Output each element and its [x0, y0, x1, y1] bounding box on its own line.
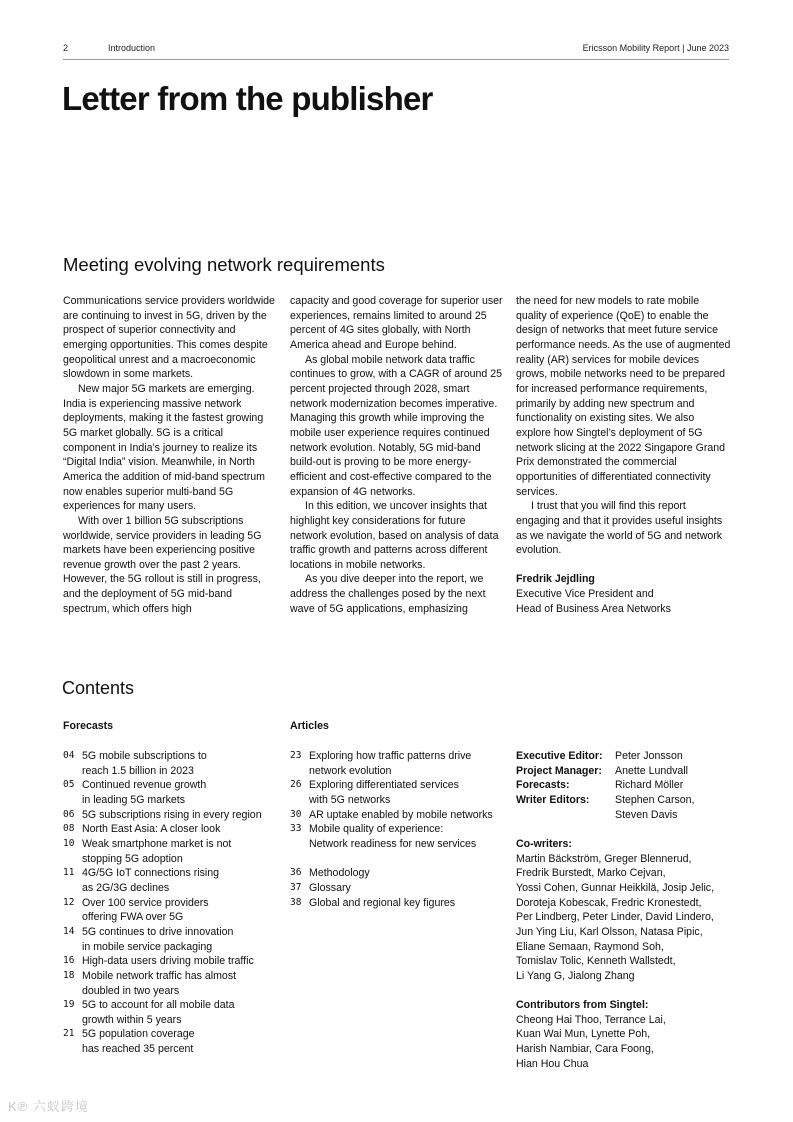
articles-list: [290, 749, 505, 910]
toc-page-number: 12: [63, 896, 75, 908]
toc-entry-title: 5G mobile subscriptions to reach 1.5 billion in 2023: [82, 750, 207, 777]
cowriter-line: Yossi Cohen, Gunnar Heikkilä, Josip Jelic,: [516, 881, 715, 894]
toc-entry-title: Continued revenue growth in leading 5G markets: [82, 779, 207, 806]
toc-entry[interactable]: [63, 1027, 278, 1056]
articles-heading: Articles: [290, 720, 329, 732]
toc-entry-title: Weak smartphone market is not stopping 5G adoption: [82, 837, 232, 865]
toc-page-number: 05: [63, 779, 75, 791]
cowriter-line: Jun Ying Liu, Karl Olsson, Natasa Pipic,: [516, 925, 703, 938]
credits-block: [516, 749, 731, 1071]
toc-page-number: 36: [290, 867, 302, 879]
credit-row: [516, 749, 731, 764]
cowriters-heading: Co-writers:: [516, 837, 572, 850]
toc-entry-title: Mobile quality of experience: Network readiness for new services: [309, 823, 477, 850]
toc-entry[interactable]: [63, 837, 278, 866]
toc-entry-title: 5G subscriptions rising in every region: [82, 808, 262, 821]
toc-entry-title: High-data users driving mobile traffic: [82, 955, 254, 968]
credit-name: Anette Lundvall: [615, 764, 689, 777]
credit-row: [516, 793, 731, 808]
toc-page-number: 30: [290, 808, 302, 820]
credit-name: Stephen Carson,: [615, 793, 695, 806]
credit-roles: [516, 749, 731, 822]
toc-page-number: 16: [63, 955, 75, 967]
letter-paragraph: With over 1 billion 5G subscriptions worldwide, service providers in leading 5G markets have been experiencing positive revenue growth over the past 2 years. However, the 5G rollout is still in progress, and the deployment of 5G mid-band spectrum, which offers high: [63, 514, 262, 615]
letter-paragraph: the need for new models to rate mobile quality of experience (QoE) to enable the design of networks that meet future service performance needs. As the use of augmented reality (AR) services for mobile devices grows, mobile networks need to be prepared for increased performance requirements, primarily by adding new spectrum and functionality on existing sites. We also explore how Singtel’s deployment of 5G network slicing at the 2022 Singapore Grand Prix demonstrated the commercial opportunities of differentiated connectivity services.: [516, 295, 731, 498]
credit-role: Project Manager:: [516, 764, 602, 777]
contributors-heading: Contributors from Singtel:: [516, 999, 649, 1012]
credit-row: [516, 808, 731, 823]
letter-paragraph: capacity and good coverage for superior user experiences, remains limited to around 25 percent of 4G sites globally, with North America ahead and Europe behind.: [290, 295, 503, 351]
toc-entry[interactable]: [290, 896, 505, 911]
toc-entry-title: Exploring differentiated services with 5G networks: [309, 779, 459, 806]
toc-page-number: 19: [63, 999, 75, 1011]
report-name: Ericsson Mobility Report | June 2023: [582, 43, 729, 53]
toc-entry[interactable]: [63, 749, 278, 778]
page-number: 2: [63, 43, 69, 53]
letter-column-2: [290, 294, 505, 616]
toc-entry[interactable]: [290, 866, 505, 881]
toc-entry-title: AR uptake enabled by mobile networks: [309, 808, 493, 821]
toc-page-number: 10: [63, 837, 75, 849]
signature-block: [516, 572, 731, 616]
page-title: Letter from the publisher: [62, 80, 433, 117]
credit-name: Steven Davis: [615, 808, 678, 821]
toc-entry-title: Global and regional key figures: [309, 896, 456, 909]
header-rule: [63, 59, 729, 60]
credit-row: [516, 764, 731, 779]
letter-paragraph: New major 5G markets are emerging. India is experiencing massive network deployments, making it the fastest growing 5G market globally. 5G is a critical component in India’s journey to realize its “Digital India” vision. Meanwhile, in North America the addition of mid-band spectrum now enables superior multi-band 5G experiences for many users.: [63, 382, 265, 513]
toc-entry[interactable]: [290, 778, 505, 807]
toc-entry[interactable]: [290, 808, 505, 823]
toc-page-number: 11: [63, 867, 75, 879]
letter-paragraph: In this edition, we uncover insights that highlight key considerations for future network evolution, based on analysis of data traffic growth and patterns across different locations in mobile networks.: [290, 500, 499, 571]
credit-name: Peter Jonsson: [615, 750, 683, 762]
contributor-line: Kuan Wai Mun, Lynette Poh,: [516, 1028, 651, 1041]
credit-name: Richard Möller: [615, 779, 684, 792]
toc-page-number: 18: [63, 969, 75, 981]
toc-page-number: 23: [290, 750, 302, 761]
contributors-list: [516, 1013, 731, 1072]
toc-entry[interactable]: [63, 822, 278, 837]
toc-entry[interactable]: [63, 866, 278, 895]
letter-subtitle: Meeting evolving network requirements: [63, 254, 385, 275]
toc-entry[interactable]: [63, 808, 278, 823]
section-name: Introduction: [108, 43, 156, 53]
credit-role: Writer Editors:: [516, 793, 590, 806]
letter-paragraph: I trust that you will find this report engaging and that it provides useful insights as we navigate the world of 5G and network evolution.: [516, 500, 723, 557]
cowriter-line: Tomislav Tolic, Kenneth Wallstedt,: [516, 955, 676, 968]
toc-entry[interactable]: [63, 925, 278, 954]
credit-role: Forecasts:: [516, 779, 570, 792]
forecasts-heading: Forecasts: [63, 720, 114, 732]
contributor-line: Cheong Hai Thoo, Terrance Lai,: [516, 1013, 666, 1026]
toc-entry[interactable]: [63, 969, 278, 998]
toc-entry-title: Mobile network traffic has almost doubled in two years: [82, 969, 237, 997]
signature-title: Head of Business Area Networks: [516, 602, 671, 615]
toc-entry[interactable]: [63, 778, 278, 807]
toc-page-number: 33: [290, 823, 302, 835]
credit-row: [516, 778, 731, 793]
toc-entry-title: Over 100 service providers offering FWA over 5G: [82, 896, 209, 924]
toc-entry-title: 5G population coverage has reached 35 percent: [82, 1028, 195, 1056]
cowriter-line: Per Lindberg, Peter Linder, David Lindero,: [516, 911, 714, 924]
forecasts-list: [63, 749, 278, 1057]
cowriter-line: Martin Bäckström, Greger Blennerud,: [516, 852, 692, 865]
toc-entry-title: Exploring how traffic patterns drive network evolution: [309, 750, 472, 777]
toc-entry[interactable]: [63, 896, 278, 925]
credit-role: Executive Editor:: [516, 750, 603, 762]
toc-entry-title: 5G to account for all mobile data growth within 5 years: [82, 999, 235, 1026]
letter-paragraph: As you dive deeper into the report, we address the challenges posed by the next wave of 5G applications, emphasizing: [290, 573, 486, 615]
letter-paragraph: As global mobile network data traffic continues to grow, with a CAGR of around 25 percent projected through 2028, smart network modernization becomes imperative. Managing this growth while improving the mobile user experience requires continued network evolution. Notably, 5G mid-band build-out is proving to be more energy-efficient and cost-effective compared to the expansion of 4G networks.: [290, 353, 502, 498]
cowriter-line: Fredrik Burstedt, Marko Cejvan,: [516, 867, 666, 880]
toc-entry[interactable]: [290, 749, 505, 778]
toc-entry[interactable]: [290, 822, 505, 851]
toc-entry-title: North East Asia: A closer look: [82, 823, 221, 836]
toc-entry[interactable]: [290, 881, 505, 896]
toc-page-number: 06: [63, 808, 75, 820]
cowriter-line: Li Yang G, Jialong Zhang: [516, 969, 635, 982]
letter-paragraph: Communications service providers worldwide are continuing to invest in 5G, driven by the prospect of superior connectivity and emerging opportunities. This comes despite geopolitical unrest and a macroeconomic slowdown in some markets.: [63, 295, 275, 381]
toc-page-number: 37: [290, 881, 302, 893]
cowriter-line: Eliane Semaan, Raymond Soh,: [516, 940, 664, 953]
toc-entry-title: Glossary: [309, 881, 351, 894]
contributor-line: Hian Hou Chua: [516, 1057, 589, 1070]
toc-entry-title: Methodology: [309, 867, 370, 880]
toc-page-number: 26: [290, 779, 302, 791]
signature-title: Executive Vice President and: [516, 588, 654, 601]
cowriter-line: Doroteja Kobescak, Fredric Kronestedt,: [516, 896, 702, 909]
contents-heading: Contents: [62, 678, 135, 698]
credit-role: [516, 808, 615, 823]
toc-entry-title: 5G continues to drive innovation in mobile service packaging: [82, 925, 234, 953]
cowriters-list: [516, 852, 731, 984]
contributor-line: Harish Nambiar, Cara Foong,: [516, 1043, 654, 1056]
toc-page-number: 38: [290, 896, 302, 908]
letter-column-1: [63, 294, 278, 616]
toc-entry[interactable]: [63, 954, 278, 969]
toc-entry[interactable]: [63, 998, 278, 1027]
letter-column-3: [516, 294, 731, 616]
toc-page-number: 08: [63, 823, 75, 835]
watermark: K℗ 六蚁跨境: [8, 1099, 89, 1114]
toc-page-number: 21: [63, 1028, 75, 1040]
toc-entry-title: 4G/5G IoT connections rising as 2G/3G declines: [82, 867, 220, 894]
page-header: [63, 43, 729, 59]
toc-page-number: 14: [63, 925, 75, 937]
toc-page-number: 04: [63, 750, 75, 761]
signature-name: Fredrik Jejdling: [516, 573, 595, 586]
